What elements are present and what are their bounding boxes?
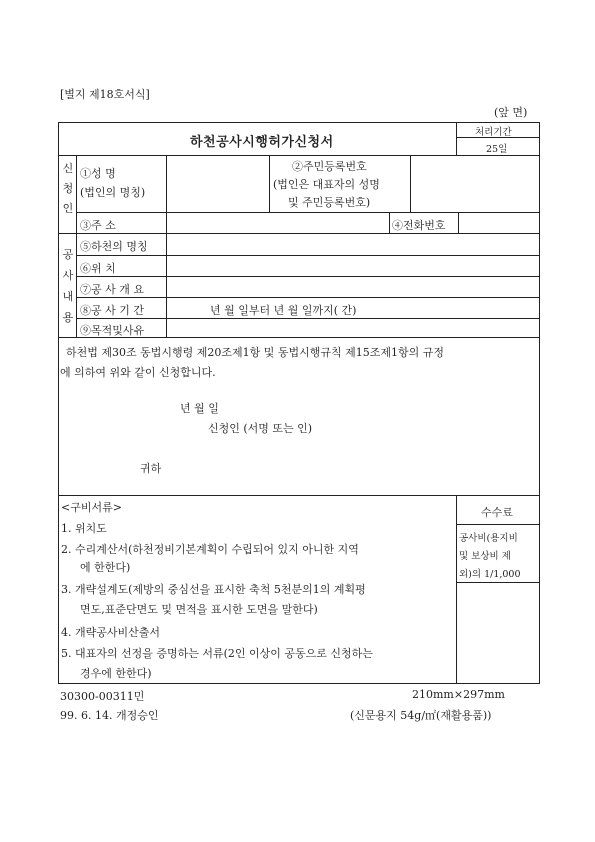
recipient-label: 귀하: [140, 462, 162, 475]
document-item: 2. 수리계산서(하천정비기본계획이 수립되어 있지 아니한 지역: [61, 543, 359, 556]
construction-section-label: 공 사 내 용: [62, 248, 74, 324]
fee-label: 수수료: [481, 506, 513, 519]
documents-heading: <구비서류>: [61, 501, 122, 514]
page-side-label: (앞 면): [494, 106, 528, 119]
processing-period-label: 처리기간: [475, 127, 512, 138]
fee-line-2: 및 보상비 제: [459, 551, 511, 562]
document-item: 5. 대표자의 선정을 증명하는 서류(2인 이상이 공동으로 신청하는: [61, 647, 373, 660]
period-label: ⑧공 사 기 간: [80, 304, 144, 317]
phone-label: ④전화번호: [392, 219, 446, 232]
document-item: 경우에 한한다): [80, 667, 152, 680]
fee-line-3: 외)의 1/1,000: [459, 569, 521, 580]
paper-type: (신문용지 54g/㎡(재활용품)): [350, 709, 492, 722]
document-item: 면도,표준단면도 및 면적을 표시한 도면을 말한다): [80, 603, 318, 616]
id-number-sublabel-1: (법인은 대표자의 성명: [273, 178, 380, 191]
purpose-label: ⑨목적및사유: [80, 324, 145, 337]
approval-date: 99. 6. 14. 개정승인: [60, 709, 159, 722]
overview-label: ⑦공 사 개 요: [80, 283, 144, 296]
applicant-section-label: 신 청 인: [62, 162, 74, 215]
form-reference: [별지 제18호서식]: [60, 88, 150, 101]
declaration-line-2: 에 의하여 위와 같이 신청합니다.: [60, 366, 216, 379]
document-item: 에 한한다): [80, 561, 131, 574]
address-label: ③주 소: [80, 219, 116, 232]
location-label: ⑥위 치: [80, 262, 116, 275]
processing-period-value: 25일: [486, 144, 508, 155]
declaration-line-1: 하천법 제30조 동법시행령 제20조제1항 및 동법시행규칙 제15조제1항의 규정: [66, 346, 444, 359]
form-title: 하천공사시행허가신청서: [190, 135, 334, 150]
id-number-label: ②주민등록번호: [292, 160, 367, 173]
document-item: 3. 개략설계도(제방의 중심선을 표시한 축척 5천분의1의 계획평: [61, 583, 366, 596]
period-value: 년 월 일부터 년 월 일까지( 간): [210, 304, 357, 317]
document-item: 4. 개략공사비산출서: [61, 626, 160, 639]
document-item: 1. 위치도: [61, 522, 107, 535]
application-date: 년 월 일: [180, 402, 219, 415]
fee-line-1: 공사비(용지비: [459, 533, 518, 544]
applicant-signature: 신청인 (서명 또는 인): [208, 422, 313, 435]
paper-size: 210mm×297mm: [412, 688, 505, 701]
id-number-sublabel-2: 및 주민등록번호): [288, 196, 371, 209]
river-name-label: ⑤하천의 명칭: [80, 240, 148, 253]
name-sublabel: (법인의 명칭): [80, 186, 146, 199]
name-label: ①성 명: [80, 167, 116, 180]
form-code: 30300-00311민: [60, 690, 145, 703]
